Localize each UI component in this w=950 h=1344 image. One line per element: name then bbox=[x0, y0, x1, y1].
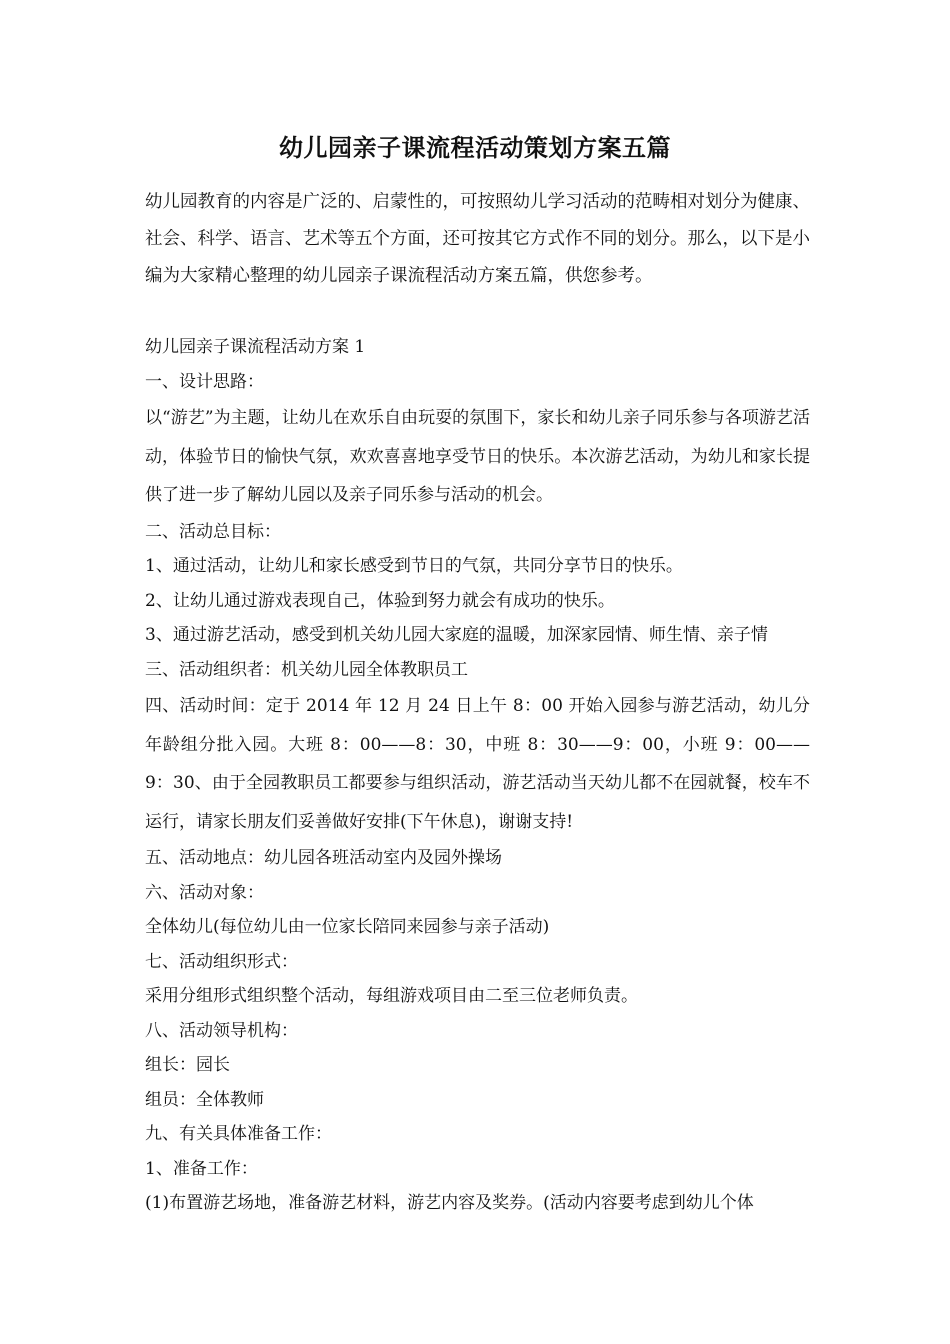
leadership-heading: 八、活动领导机构： bbox=[145, 1020, 298, 1041]
preparation-subheading: 1、准备工作： bbox=[145, 1158, 258, 1179]
leader-line: 组长：园长 bbox=[145, 1055, 230, 1075]
section-title: 幼儿园亲子课流程活动方案 1 bbox=[145, 337, 366, 357]
audience-heading: 六、活动对象： bbox=[145, 882, 264, 903]
preparation-heading: 九、有关具体准备工作： bbox=[145, 1124, 332, 1144]
format-text: 采用分组形式组织整个活动，每组游戏项目由二至三位老师负责。 bbox=[145, 986, 638, 1006]
intro-paragraph: 幼儿园教育的内容是广泛的、启蒙性的，可按照幼儿学习活动的范畴相对划分为健康、社会、科学、语言、艺术等五个方面，还可按其它方式作不同的划分。那么，以下是小编为大家精心整理的幼儿园亲子课流程活动方案五篇，供您参考。 bbox=[145, 192, 810, 286]
document-title: 幼儿园亲子课流程活动策划方案五篇 bbox=[279, 133, 671, 162]
goals-heading: 二、活动总目标： bbox=[145, 521, 281, 542]
members-line: 组员：全体教师 bbox=[145, 1089, 264, 1110]
location-line: 五、活动地点：幼儿园各班活动室内及园外操场 bbox=[145, 848, 502, 868]
schedule-paragraph: 四、活动时间：定于 2014 年 12 月 24 日上午 8：00 开始入园参与游艺活动，幼儿分年龄组分批入园。大班 8：00——8：30，中班 8：30——9：00，小班 9：00——9：30、由于全园教职员工都要参与组织活动，游艺活动当天幼儿都不在园就餐，校车不运行，请家长朋友们妥善做好安排(下午休息)，谢谢支持! bbox=[145, 696, 810, 832]
goal-item-1: 1、通过活动，让幼儿和家长感受到节日的气氛，共同分享节日的快乐。 bbox=[145, 556, 683, 576]
design-idea-paragraph: 以“游艺”为主题，让幼儿在欢乐自由玩耍的氛围下，家长和幼儿亲子同乐参与各项游艺活动，体验节日的愉快气氛，欢欢喜喜地享受节日的快乐。本次游艺活动，为幼儿和家长提供了进一步了解幼儿园以及亲子同乐参与活动的机会。 bbox=[145, 408, 810, 505]
preparation-item-1: (1)布置游艺场地，准备游艺材料，游艺内容及奖券。(活动内容要考虑到幼儿个体 bbox=[145, 1193, 754, 1213]
goal-item-2: 2、让幼儿通过游戏表现自己，体验到努力就会有成功的快乐。 bbox=[145, 590, 615, 611]
format-heading: 七、活动组织形式： bbox=[145, 951, 298, 972]
design-idea-heading: 一、设计思路： bbox=[145, 371, 264, 392]
audience-text: 全体幼儿(每位幼儿由一位家长陪同来园参与亲子活动) bbox=[145, 917, 550, 937]
organizer-line: 三、活动组织者：机关幼儿园全体教职员工 bbox=[145, 659, 468, 680]
plan-body bbox=[145, 330, 810, 1221]
goal-item-3: 3、通过游艺活动，感受到机关幼儿园大家庭的温暖，加深家园情、师生情、亲子情 bbox=[145, 625, 768, 645]
